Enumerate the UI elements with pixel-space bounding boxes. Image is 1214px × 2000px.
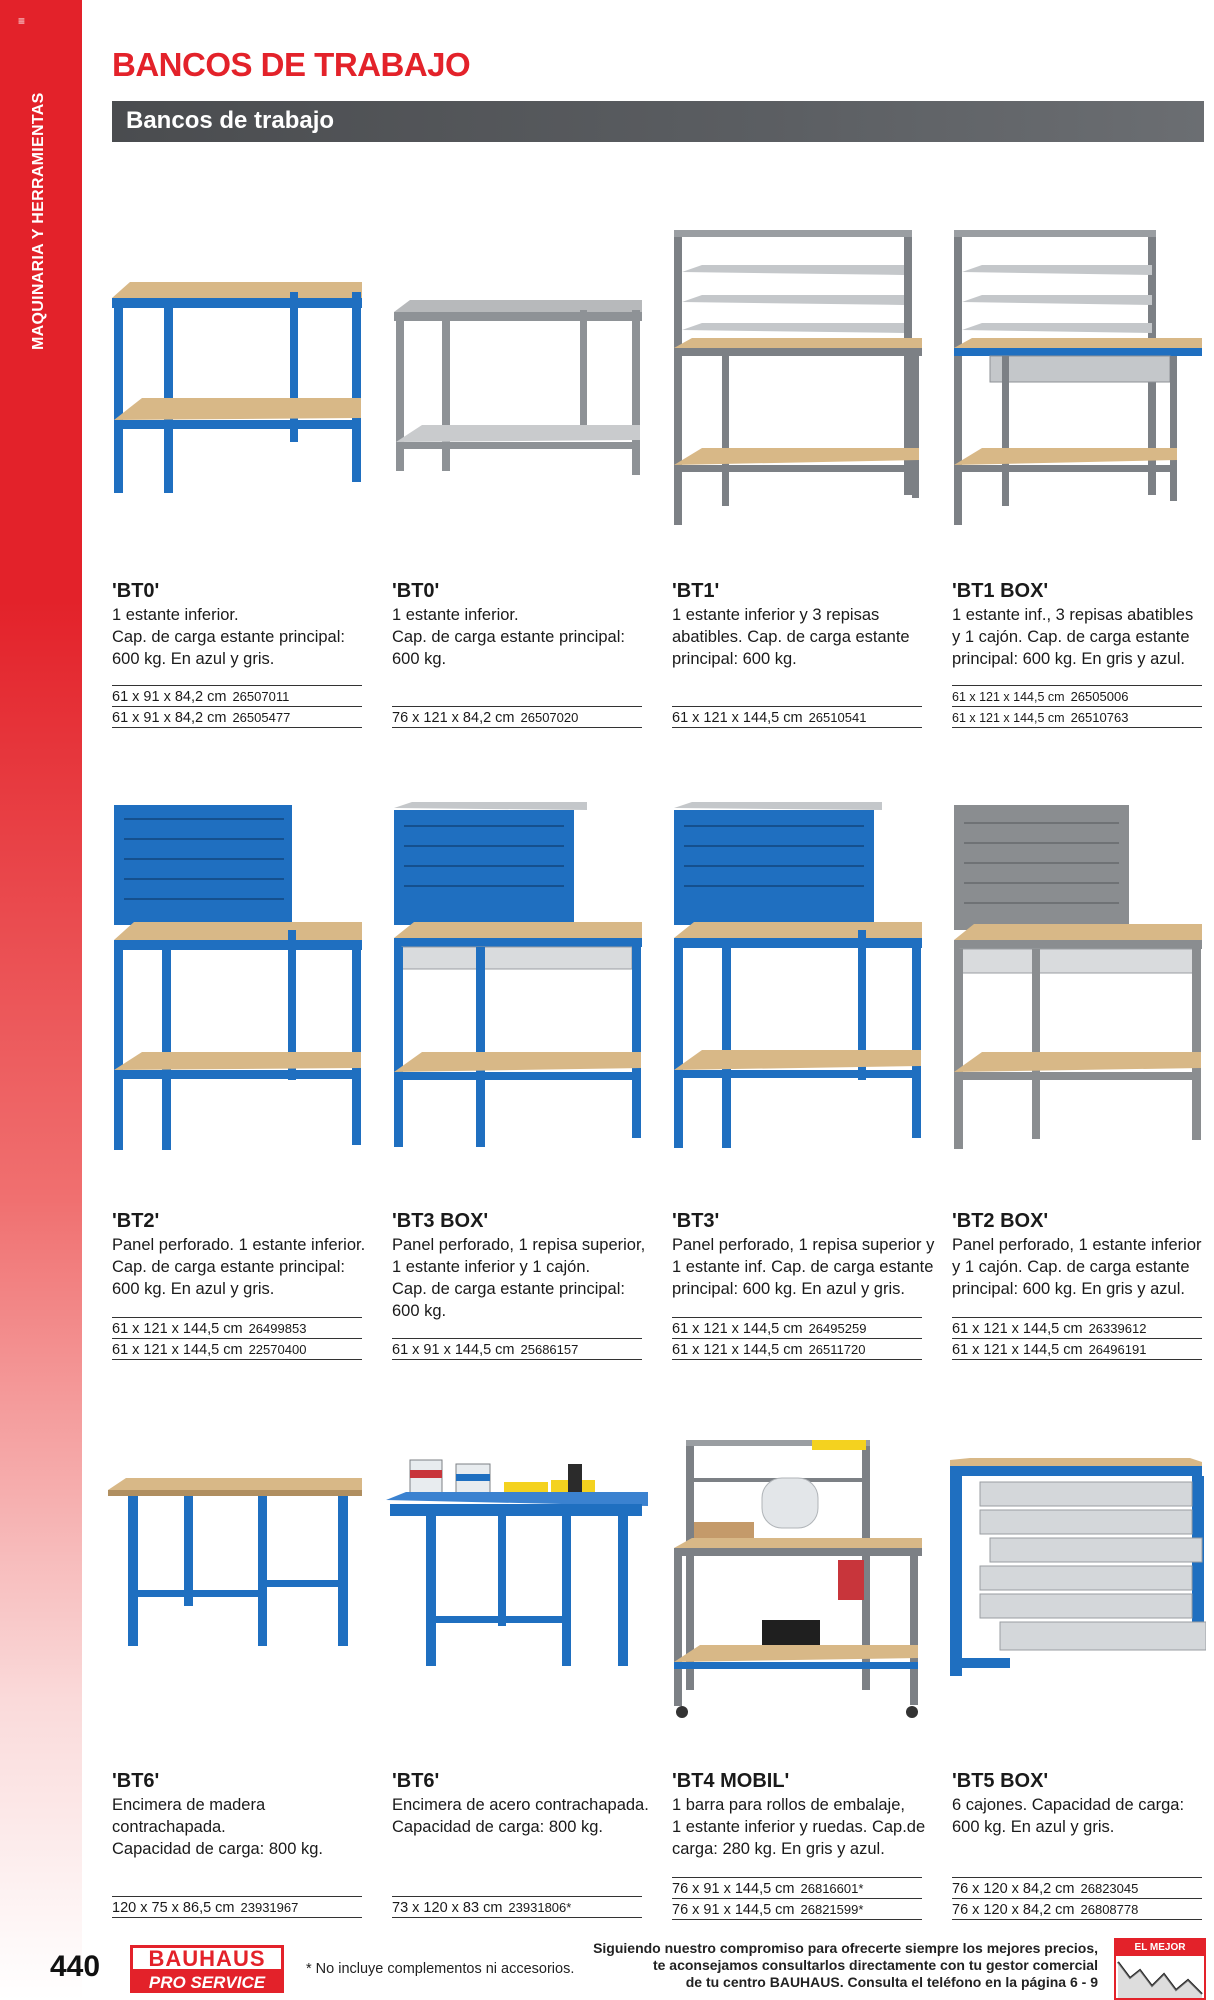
product-name: 'BT2 BOX': [952, 1210, 1049, 1232]
reference-row: 76 x 91 x 144,5 cm 26821599*: [672, 1899, 922, 1920]
product-description: 1 estante inf., 3 repisas abatibles y 1 cajón. Cap. de carga estante principal: 600 kg. En gris y azul.: [952, 606, 1194, 668]
product-name: 'BT3 BOX': [392, 1210, 489, 1232]
reference-row: 76 x 120 x 84,2 cm 26808778: [952, 1899, 1202, 1920]
product-description: Panel perforado, 1 estante inferior y 1 cajón. Cap. de carga estante principal: 600 kg. En gris y azul.: [952, 1236, 1202, 1298]
product-image: [952, 220, 1202, 530]
price-chart-icon: [1116, 1956, 1204, 1998]
product-description: 6 cajones. Capacidad de carga: 600 kg. En azul y gris.: [952, 1796, 1185, 1836]
reference-row: 61 x 121 x 144,5 cm 26496191: [952, 1339, 1202, 1360]
product-name: 'BT6': [392, 1770, 440, 1792]
product-image: [950, 1440, 1200, 1690]
product-description: Panel perforado. 1 estante inferior. Cap. de carga estante principal: 600 kg. En azul y gris.: [112, 1236, 366, 1298]
reference-row: 61 x 91 x 84,2 cm 26507011: [112, 686, 362, 707]
product-image: [952, 800, 1202, 1160]
product-name: 'BT4 MOBIL': [672, 1770, 790, 1792]
product-description: Panel perforado, 1 repisa superior y 1 estante inf. Cap. de carga estante principal: 600 kg. En azul y gris.: [672, 1236, 935, 1298]
reference-row: 61 x 121 x 144,5 cm 26499853: [112, 1318, 362, 1339]
product-image: [112, 220, 362, 500]
product-name: 'BT0': [112, 580, 160, 602]
product-references: [392, 1338, 642, 1360]
product-references: [672, 1317, 922, 1360]
product-references: [392, 706, 642, 728]
product-image: [386, 1440, 636, 1680]
reference-row: 61 x 121 x 144,5 cm 26511720: [672, 1339, 922, 1360]
product-description: 1 estante inferior. Cap. de carga estante principal: 600 kg. En azul y gris.: [112, 606, 345, 668]
reference-row: 61 x 121 x 144,5 cm 26510763: [952, 707, 1202, 728]
reference-row: 61 x 121 x 144,5 cm 26510541: [672, 707, 922, 728]
product-references: [952, 1877, 1202, 1920]
section-title: Bancos de trabajo: [126, 107, 335, 134]
product-name: 'BT0': [392, 580, 440, 602]
reference-row: 61 x 121 x 144,5 cm 26495259: [672, 1318, 922, 1339]
price-notice: Siguiendo nuestro compromiso para ofrecerte siempre los mejores precios, te aconsejamos consultarlos directamente con tu gestor comercial de tu centro BAUHAUS. Consulta el teléfono en la página 6 - 9: [593, 1940, 1098, 1990]
product-references: [392, 1896, 642, 1918]
bauhaus-logo: BAUHAUS PRO SERVICE: [130, 1945, 284, 1993]
reference-row: 76 x 120 x 84,2 cm 26823045: [952, 1878, 1202, 1899]
product-name: 'BT1': [672, 580, 720, 602]
product-image: [108, 1440, 358, 1680]
product-image: [672, 800, 922, 1160]
product-name: 'BT2': [112, 1210, 160, 1232]
reference-row: 61 x 91 x 144,5 cm 25686157: [392, 1339, 642, 1360]
product-description: Encimera de madera contrachapada. Capacidad de carga: 800 kg.: [112, 1796, 323, 1858]
menu-icon[interactable]: ≡: [18, 14, 26, 28]
reference-row: 120 x 75 x 86,5 cm 23931967: [112, 1897, 362, 1918]
page-number: 440: [50, 1950, 101, 1983]
page-title: BANCOS DE TRABAJO: [112, 46, 471, 83]
reference-row: 61 x 121 x 144,5 cm 26339612: [952, 1318, 1202, 1339]
product-image: [392, 800, 642, 1160]
product-image: [112, 800, 362, 1160]
side-strip: [0, 0, 82, 2000]
product-description: 1 barra para rollos de embalaje, 1 estante inferior y ruedas. Cap.de carga: 280 kg. En gris y azul.: [672, 1796, 926, 1858]
reference-row: 61 x 121 x 144,5 cm 22570400: [112, 1339, 362, 1360]
product-references: [952, 1317, 1202, 1360]
product-name: 'BT1 BOX': [952, 580, 1049, 602]
side-category-label: MAQUINARIA Y HERRAMIENTAS: [30, 92, 47, 350]
product-references: [672, 1877, 922, 1920]
section-header: [112, 101, 1204, 142]
product-name: 'BT5 BOX': [952, 1770, 1049, 1792]
product-references: [112, 1317, 362, 1360]
product-description: Panel perforado, 1 repisa superior, 1 estante inferior y 1 cajón. Cap. de carga estante principal: 600 kg.: [392, 1236, 646, 1320]
product-description: 1 estante inferior y 3 repisas abatibles. Cap. de carga estante principal: 600 kg.: [672, 606, 910, 668]
reference-row: 61 x 91 x 84,2 cm 26505477: [112, 707, 362, 728]
footnote: * No incluye complementos ni accesorios.: [306, 1961, 575, 1977]
product-description: Encimera de acero contrachapada. Capacidad de carga: 800 kg.: [392, 1796, 649, 1836]
product-references: [112, 1896, 362, 1918]
reference-row: 61 x 121 x 144,5 cm 26505006: [952, 686, 1202, 707]
best-price-badge: EL MEJOR PRECIO: [1114, 1938, 1206, 2000]
product-image: [672, 220, 922, 530]
product-name: 'BT6': [112, 1770, 160, 1792]
reference-row: 76 x 121 x 84,2 cm 26507020: [392, 707, 642, 728]
product-image: [672, 1440, 922, 1720]
product-references: [952, 685, 1202, 728]
reference-row: 73 x 120 x 83 cm 23931806*: [392, 1897, 642, 1918]
product-references: [672, 706, 922, 728]
product-name: 'BT3': [672, 1210, 720, 1232]
product-references: [112, 685, 362, 728]
reference-row: 76 x 91 x 144,5 cm 26816601*: [672, 1878, 922, 1899]
product-image: [392, 220, 642, 500]
product-description: 1 estante inferior. Cap. de carga estante principal: 600 kg.: [392, 606, 625, 668]
